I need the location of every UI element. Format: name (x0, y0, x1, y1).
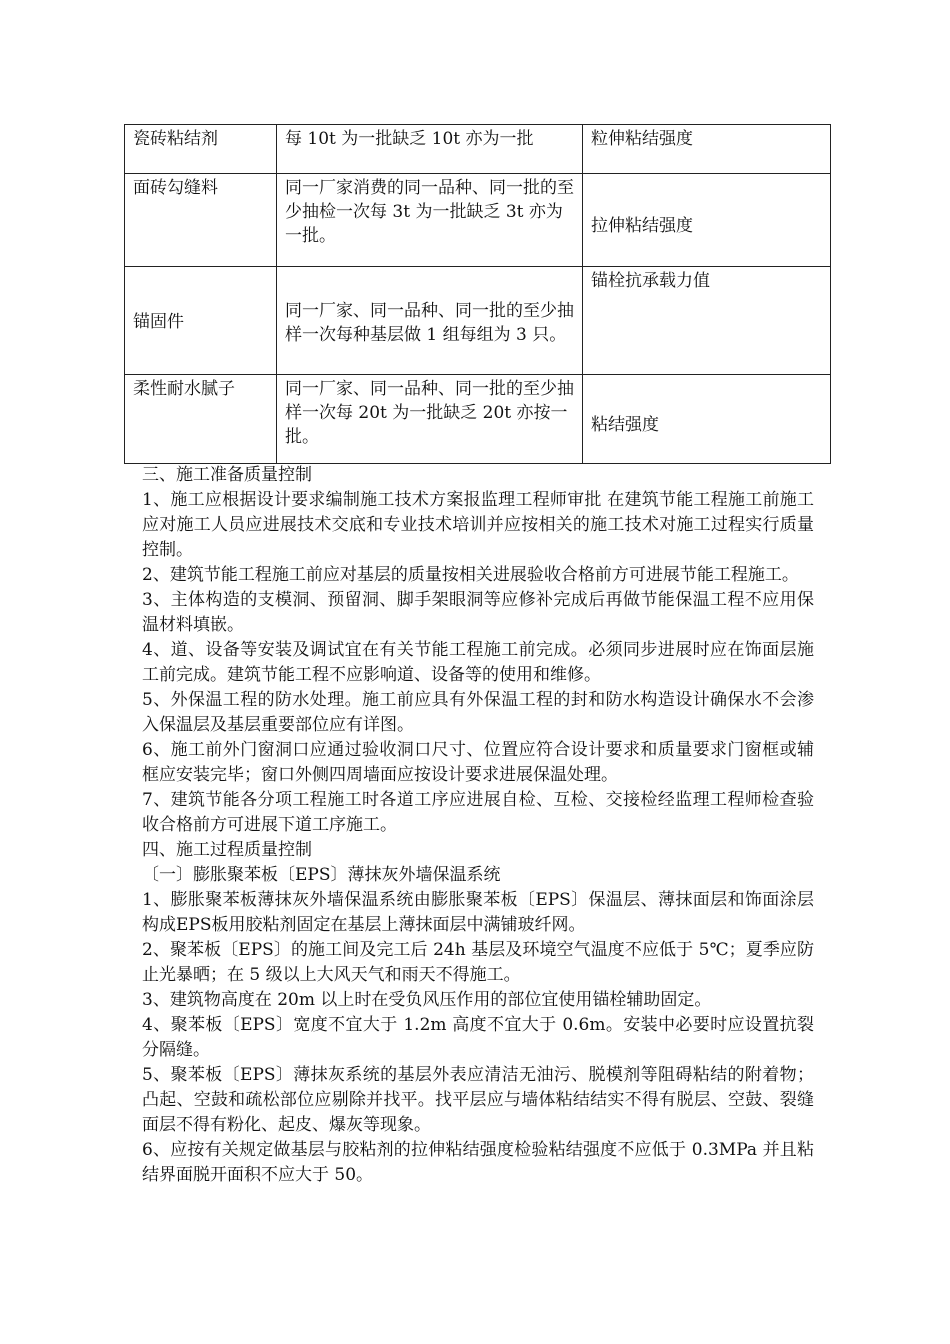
batch-text: 同一厂家、同一品种、同一批的至少抽样一次每种基层做 1 组每组为 3 只。 (285, 301, 574, 345)
test-cell: 粒伸粘结强度 (583, 125, 831, 174)
test-cell (583, 375, 831, 464)
test-cell: 锚栓抗承载力值 (583, 267, 831, 375)
subsection-heading: 〔一〕膨胀聚苯板〔EPS〕薄抹灰外墙保温系统 (142, 865, 501, 885)
table-row (125, 174, 831, 267)
batch-cell: 每 10t 为一批缺乏 10t 亦为一批 (277, 125, 583, 174)
section-heading: 三、施工准备质量控制 (142, 465, 312, 485)
paragraph: 2、聚苯板〔EPS〕的施工间及完工后 24h 基层及环境空气温度不应低于 5℃；夏季应防止光暴晒；在 5 级以上大风天气和雨天不得施工。 (142, 940, 814, 985)
paragraph: 4、道、设备等安装及调试宜在有关节能工程施工前完成。必须同步进展时应在饰面层施工前完成。建筑节能工程不应影响道、设备等的使用和维修。 (142, 640, 814, 685)
material-test-table (124, 124, 831, 464)
paragraph: 7、建筑节能各分项工程施工时各道工序应进展自检、互检、交接检经监理工程师检查验收合格前方可进展下道工序施工。 (142, 790, 814, 835)
body-text (142, 463, 814, 1188)
batch-cell: 同一厂家、同一品种、同一批的至少抽样一次每 20t 为一批缺乏 20t 亦按一批。 (277, 375, 583, 464)
material-cell (125, 267, 277, 375)
material-cell: 瓷砖粘结剂 (125, 125, 277, 174)
material-cell: 面砖勾缝料 (125, 174, 277, 267)
test-cell (583, 174, 831, 267)
batch-cell: 同一厂家消费的同一品种、同一批的至少抽检一次每 3t 为一批缺乏 3t 亦为一批。 (277, 174, 583, 267)
material-cell: 柔性耐水腻子 (125, 375, 277, 464)
test-text: 粘结强度 (591, 415, 659, 435)
table-row (125, 125, 831, 174)
paragraph: 6、施工前外门窗洞口应通过验收洞口尺寸、位置应符合设计要求和质量要求门窗框或辅框应安装完毕；窗口外侧四周墙面应按设计要求进展保温处理。 (142, 740, 814, 785)
section-heading: 四、施工过程质量控制 (142, 840, 312, 860)
paragraph: 1、施工应根据设计要求编制施工技术方案报监理工程师审批 在建筑节能工程施工前施工应对施工人员应进展技术交底和专业技术培训并应按相关的施工技术对施工过程实行质量控制。 (142, 490, 814, 560)
paragraph: 5、外保温工程的防水处理。施工前应具有外保温工程的封和防水构造设计确保水不会渗入保温层及基层重要部位应有详图。 (142, 690, 814, 735)
paragraph: 3、建筑物高度在 20m 以上时在受负风压作用的部位宜使用锚栓辅助固定。 (142, 990, 712, 1010)
paragraph: 3、主体构造的支模洞、预留洞、脚手架眼洞等应修补完成后再做节能保温工程不应用保温材料填嵌。 (142, 590, 814, 635)
paragraph: 6、应按有关规定做基层与胶粘剂的拉伸粘结强度检验粘结强度不应低于 0.3MPa 并且粘结界面脱开面积不应大于 50。 (142, 1140, 814, 1185)
paragraph: 1、膨胀聚苯板薄抹灰外墙保温系统由膨胀聚苯板〔EPS〕保温层、薄抹面层和饰面涂层构成EPS板用胶粘剂固定在基层上薄抹面层中满铺玻纤网。 (142, 890, 814, 935)
paragraph: 5、聚苯板〔EPS〕薄抹灰系统的基层外表应清洁无油污、脱模剂等阻碍粘结的附着物；凸起、空鼓和疏松部位应剔除并找平。找平层应与墙体粘结结实不得有脱层、空鼓、裂缝面层不得有粉化、起皮、爆灰等现象。 (142, 1065, 814, 1135)
table-row (125, 267, 831, 375)
paragraph: 4、聚苯板〔EPS〕宽度不宜大于 1.2m 高度不宜大于 0.6m。安装中必要时应设置抗裂分隔缝。 (142, 1015, 814, 1060)
test-text: 拉伸粘结强度 (591, 215, 693, 236)
material-text: 锚固件 (133, 312, 184, 332)
batch-cell (277, 267, 583, 375)
table-row (125, 375, 831, 464)
paragraph: 2、建筑节能工程施工前应对基层的质量按相关进展验收合格前方可进展节能工程施工。 (142, 565, 799, 585)
